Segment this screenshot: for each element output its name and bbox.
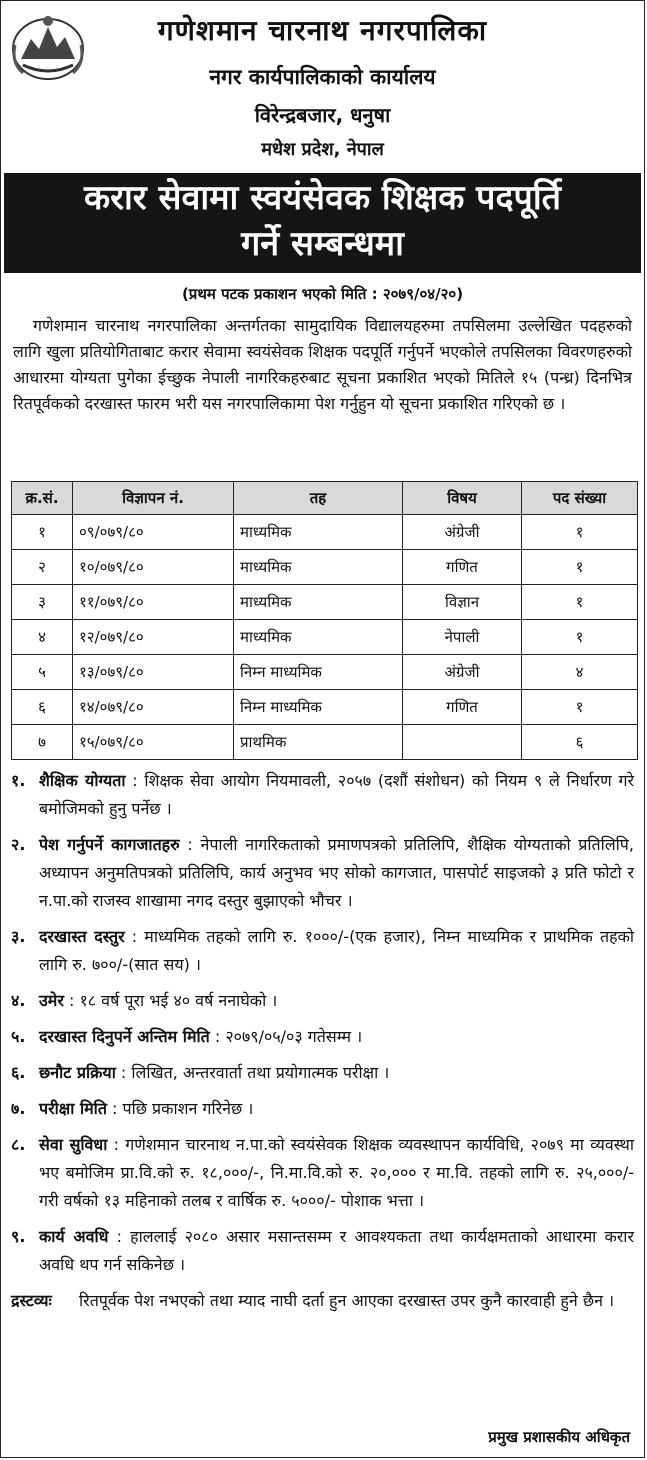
cell-ad-no: ११/०७९/८० — [73, 585, 234, 620]
province-line: मधेश प्रदेश, नेपाल — [261, 139, 384, 160]
condition-item — [11, 1131, 634, 1215]
cell-ad-no: १२/०७९/८० — [73, 620, 234, 655]
cell-subject — [403, 725, 522, 760]
col-header-sn: क्र.सं. — [12, 482, 73, 515]
condition-number: ७. — [11, 1099, 26, 1118]
cell-sn: २ — [12, 550, 73, 585]
cell-ad-no: १५/०७९/८० — [73, 725, 234, 760]
cell-level: माध्यमिक — [234, 515, 403, 550]
cell-sn: ५ — [12, 655, 73, 690]
condition-number: ५. — [11, 1027, 26, 1046]
points-container — [11, 767, 634, 1279]
table-row — [12, 725, 638, 760]
condition-label: छनौट प्रक्रिया — [39, 1063, 116, 1082]
condition-text: : नेपाली नागरिकताको प्रमाणपत्रको प्रतिलिपि, शैक्षिक योग्यताको प्रतिलिपि, अध्यापन अनुमतिपत्रको प्रतिलिपि, कार्य अनुभव भए सोको कागजात, पासपोर्ट साइजको ३ प्रति फोटो र न.पा.को राजस्व शाखामा नगद दस्तुर बुझाएको भौचर । — [39, 835, 634, 910]
table-row — [12, 585, 638, 620]
condition-label: उमेर — [39, 991, 64, 1010]
banner-line-1: करार सेवामा स्वयंसेवक शिक्षक पदपूर्ति — [83, 178, 562, 218]
table-row — [12, 690, 638, 725]
publication-date: (प्रथम पटक प्रकाशन भएको मिति : २०७९/०४/२०) — [181, 285, 464, 303]
table-row — [12, 515, 638, 550]
condition-item — [11, 1223, 634, 1279]
cell-posts: १ — [522, 550, 638, 585]
cell-level: निम्न माध्यमिक — [234, 690, 403, 725]
condition-label: कार्य अवधि — [39, 1227, 109, 1246]
conditions-list — [11, 767, 634, 1315]
condition-number: २. — [11, 835, 26, 854]
cell-posts: १ — [522, 585, 638, 620]
cell-posts: ६ — [522, 725, 638, 760]
col-header-level: तह — [234, 482, 403, 515]
condition-item — [11, 1023, 634, 1051]
condition-text: : हाललाई २०८० असार मसान्तसम्म र आवश्यकता तथा कार्यक्षमताको आधारमा करार अवधि थप गर्न सकिनेछ । — [39, 1227, 634, 1274]
cell-level: माध्यमिक — [234, 550, 403, 585]
col-header-subject: विषय — [403, 482, 522, 515]
cell-level: प्राथमिक — [234, 725, 403, 760]
office-address: विरेन्द्रबजार, धनुषा — [254, 103, 391, 127]
cell-subject: विज्ञान — [403, 585, 522, 620]
condition-number: ३. — [11, 927, 26, 946]
condition-text: : शिक्षक सेवा आयोग नियमावली, २०५७ (दशौं संशोधन) को नियम ९ ले निर्धारण गरे बमोजिमको हुनु पर्नेछ । — [39, 771, 634, 818]
cell-posts: १ — [522, 620, 638, 655]
cell-subject: अंग्रेजी — [403, 655, 522, 690]
cell-sn: १ — [12, 515, 73, 550]
condition-number: ६. — [11, 1063, 26, 1082]
cell-sn: ७ — [12, 725, 73, 760]
condition-number: ८. — [11, 1135, 26, 1154]
cell-subject: गणित — [403, 690, 522, 725]
table-row — [12, 550, 638, 585]
condition-text: : गणेशमान चारनाथ न.पा.को स्वयंसेवक शिक्षक व्यवस्थापन कार्यविधि, २०७९ मा व्यवस्था भए बमोजिम प्रा.वि.को रु. १८,०००/-, नि.मा.वि.को रु. २०,००० र मा.वि. तहको लागि रु. २५,०००/- गरी वर्षको १३ महिनाको तलब र वार्षिक रु. ५०००/- पोशाक भत्ता । — [39, 1135, 634, 1210]
condition-number: ४. — [11, 991, 26, 1010]
condition-text: : १८ वर्ष पूरा भई ४० वर्ष ननाघेको । — [63, 991, 278, 1010]
condition-text: : पछि प्रकाशन गरिनेछ । — [106, 1099, 254, 1118]
note-label: द्रस्टव्यः — [11, 1291, 52, 1310]
intro-paragraph: गणेशमान चारनाथ नगरपालिका अन्तर्गतका सामुदायिक विद्यालयहरुमा तपसिलमा उल्लेखित पदहरुको लागि खुला प्रतियोगिताबाट करार सेवामा स्वयंसेवक शिक्षक पदपूर्ति गर्नुपर्ने भएकोले तपसिलका विवरणहरुको आधारमा योग्यता पुगेका ईच्छुक नेपाली नागरिकहरुबाट सूचना प्रकाशित भएको मितिले १५ (पन्ध्र) दिनभित्र रितपूर्वकको दरखास्त फारम भरी यस नगरपालिकामा पेश गर्नुहुन यो सूचना प्रकाशित गरिएको छ । — [13, 316, 632, 413]
col-header-ad-no: विज्ञापन नं. — [73, 482, 234, 515]
condition-label: शैक्षिक योग्यता — [39, 771, 126, 790]
cell-posts: १ — [522, 690, 638, 725]
cell-ad-no: १०/०७९/८० — [73, 550, 234, 585]
banner-line-2: गर्ने सम्बन्धमा — [241, 224, 404, 264]
table-row — [12, 620, 638, 655]
condition-text: : २०७९/०५/०३ गतेसम्म । — [209, 1027, 363, 1046]
condition-text: : माध्यमिक तहको लागि रु. १०००/-(एक हजार), निम्न माध्यमिक र प्राथमिक तहको लागि रु. ७००/-(सात सय) । — [39, 927, 634, 974]
cell-subject: गणित — [403, 550, 522, 585]
condition-item — [11, 767, 634, 823]
cell-sn: ३ — [12, 585, 73, 620]
condition-item — [11, 1059, 634, 1087]
signature: प्रमुख प्रशासकीय अधिकृत — [488, 1428, 630, 1446]
table-body — [12, 515, 638, 760]
condition-label: दरखास्त दस्तुर — [39, 927, 125, 946]
condition-item — [11, 987, 634, 1015]
table-header-row — [12, 482, 638, 515]
cell-sn: ४ — [12, 620, 73, 655]
municipality-title: गणेशमान चारनाथ नगरपालिका — [157, 14, 488, 47]
cell-posts: १ — [522, 515, 638, 550]
cell-subject: नेपाली — [403, 620, 522, 655]
cell-ad-no: ०९/०७९/८० — [73, 515, 234, 550]
condition-label: सेवा सुविधा — [39, 1135, 108, 1154]
office-name: नगर कार्यपालिकाको कार्यालय — [209, 65, 436, 89]
notice-banner — [4, 173, 641, 273]
condition-item — [11, 923, 634, 979]
condition-item — [11, 831, 634, 915]
note-text: रितपूर्वक पेश नभएको तथा म्याद नाघी दर्ता हुन आएका दरखास्त उपर कुनै कारवाही हुने छैन । — [79, 1291, 615, 1310]
condition-label: परीक्षा मिति — [39, 1099, 107, 1118]
condition-number: ९. — [11, 1227, 26, 1246]
col-header-posts: पद संख्या — [522, 482, 638, 515]
cell-level: माध्यमिक — [234, 620, 403, 655]
cell-subject: अंग्रेजी — [403, 515, 522, 550]
condition-label: पेश गर्नुपर्ने कागजातहरु — [39, 835, 180, 854]
header — [1, 1, 644, 169]
condition-text: : लिखित, अन्तरवार्ता तथा प्रयोगात्मक परीक्षा । — [115, 1063, 390, 1082]
condition-label: दरखास्त दिनुपर्ने अन्तिम मिति — [39, 1027, 210, 1046]
condition-number: १. — [11, 771, 26, 790]
cell-posts: ४ — [522, 655, 638, 690]
cell-level: माध्यमिक — [234, 585, 403, 620]
cell-ad-no: १४/०७९/८० — [73, 690, 234, 725]
cell-level: निम्न माध्यमिक — [234, 655, 403, 690]
cell-sn: ६ — [12, 690, 73, 725]
table-row — [12, 655, 638, 690]
note — [11, 1287, 634, 1315]
condition-item — [11, 1095, 634, 1123]
vacancy-table — [11, 481, 638, 760]
cell-ad-no: १३/०७९/८० — [73, 655, 234, 690]
